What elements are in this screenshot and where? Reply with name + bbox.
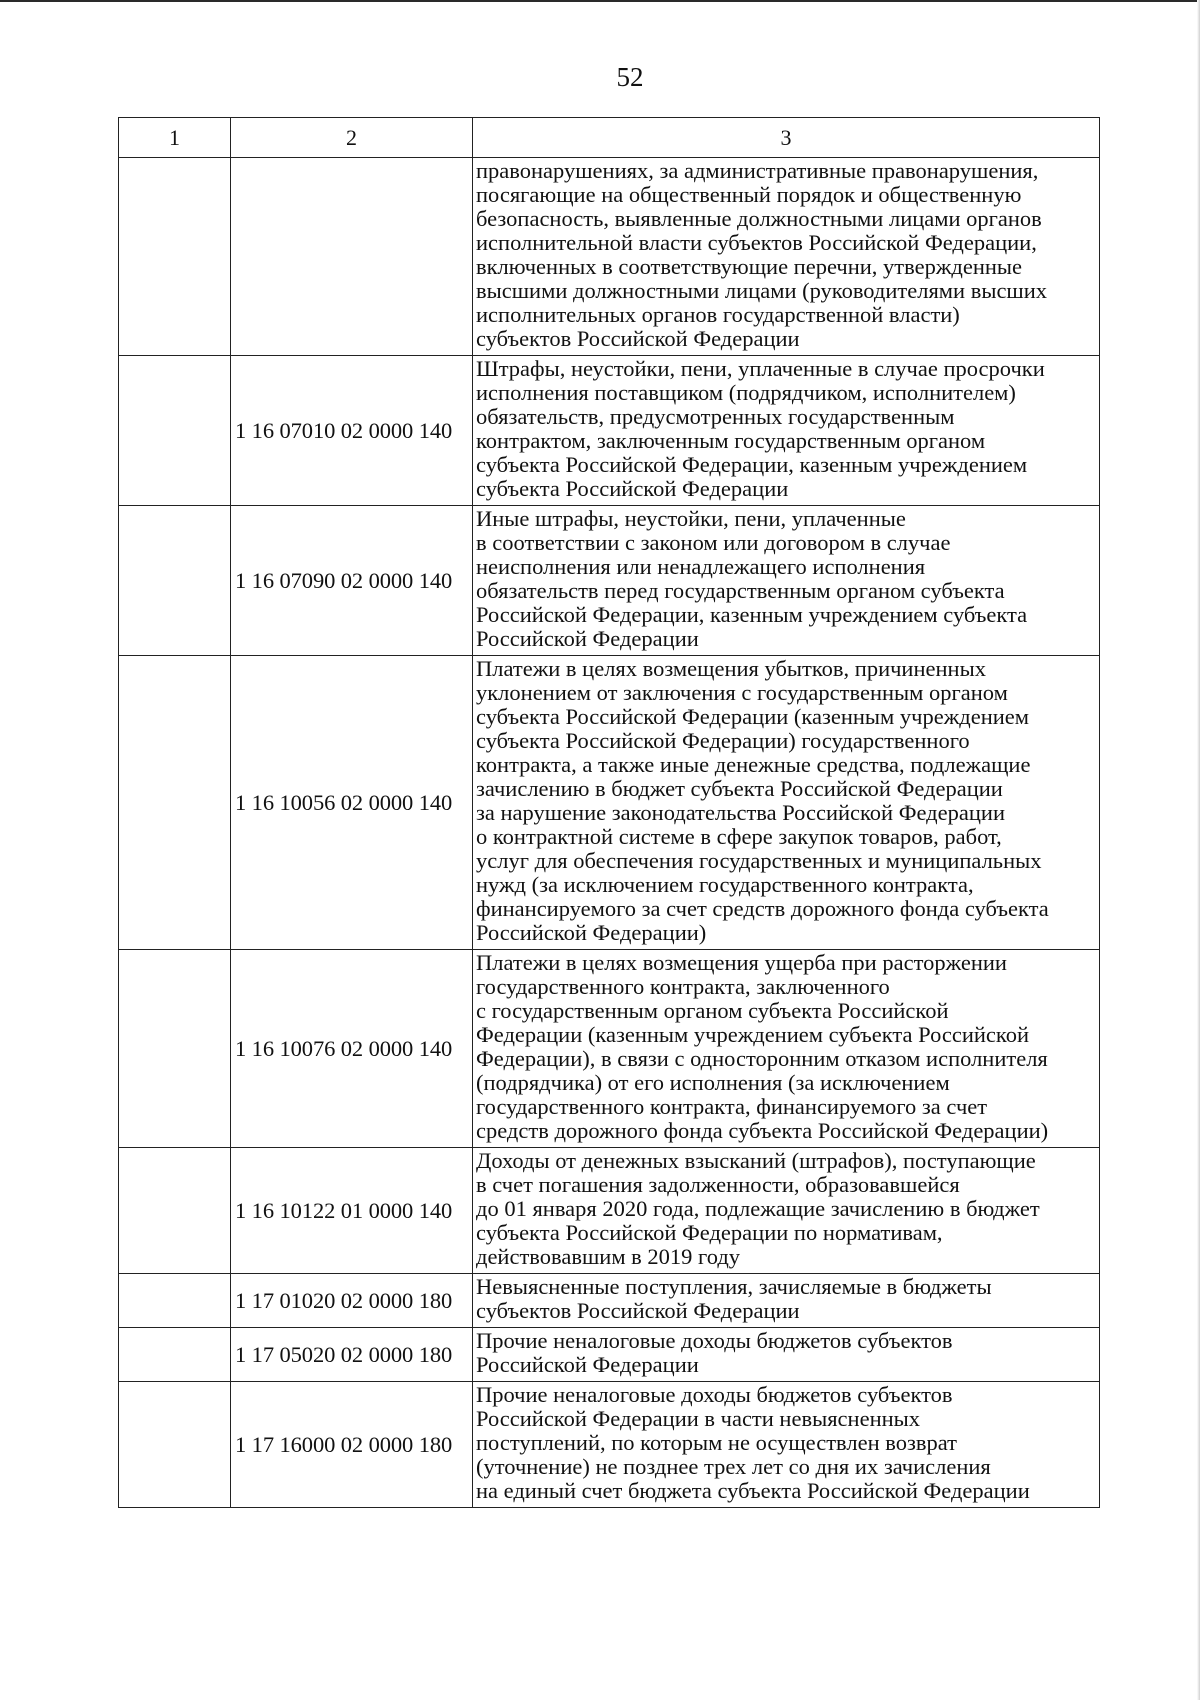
table-row <box>119 356 1100 506</box>
table-row <box>119 1274 1100 1328</box>
description-line: поступлений, по которым не осуществлен возврат <box>476 1430 957 1455</box>
description-line: Платежи в целях возмещения ущерба при расторжении <box>476 950 1007 975</box>
description-line: Федерации (казенным учреждением субъекта Российской <box>476 1022 1029 1047</box>
row-number-cell <box>119 158 231 356</box>
row-number-cell <box>119 1382 231 1508</box>
description-line: действовавшим в 2019 году <box>476 1244 741 1269</box>
table-row <box>119 656 1100 950</box>
description-line: высшими должностными лицами (руководителями высших <box>476 278 1048 303</box>
income-description-cell <box>473 356 1100 506</box>
description-line: в соответствии с законом или договором в случае <box>476 530 951 555</box>
description-line: финансируемого за счет средств дорожного фонда субъекта <box>476 896 1049 921</box>
budget-code-cell: 1 17 01020 02 0000 180 <box>231 1274 473 1328</box>
description-line: государственного контракта, заключенного <box>476 974 890 999</box>
column-header-2: 2 <box>231 118 473 158</box>
description-line: безопасность, выявленные должностными лицами органов <box>476 206 1042 231</box>
budget-code-cell: 1 16 07010 02 0000 140 <box>231 356 473 506</box>
budget-code-cell: 1 16 10056 02 0000 140 <box>231 656 473 950</box>
budget-code-cell: 1 16 07090 02 0000 140 <box>231 506 473 656</box>
description-line: субъекта Российской Федерации, казенным учреждением <box>476 452 1028 477</box>
description-line: в счет погашения задолженности, образовавшейся <box>476 1172 960 1197</box>
description-line: посягающие на общественный порядок и общественную <box>476 182 1022 207</box>
description-line: обязательств перед государственным органом субъекта <box>476 578 1005 603</box>
page-number: 52 <box>616 62 644 92</box>
budget-code-cell: 1 17 16000 02 0000 180 <box>231 1382 473 1508</box>
row-number-cell <box>119 950 231 1148</box>
table-row <box>119 506 1100 656</box>
row-number-cell <box>119 356 231 506</box>
table-row <box>119 158 1100 356</box>
row-number-cell <box>119 1328 231 1382</box>
description-line: Доходы от денежных взысканий (штрафов), поступающие <box>476 1148 1036 1173</box>
income-description-cell <box>473 1274 1100 1328</box>
description-line: неисполнения или ненадлежащего исполнения <box>476 554 926 579</box>
budget-code-cell: 1 17 05020 02 0000 180 <box>231 1328 473 1382</box>
description-line: Российской Федерации, казенным учреждением субъекта <box>476 602 1028 627</box>
description-line: с государственным органом субъекта Российской <box>476 998 949 1023</box>
income-description-cell <box>473 1382 1100 1508</box>
description-line: контрактом, заключенным государственным органом <box>476 428 986 453</box>
description-line: субъекта Российской Федерации (казенным учреждением <box>476 704 1029 729</box>
description-line: субъекта Российской Федерации <box>476 476 789 501</box>
income-description-cell <box>473 506 1100 656</box>
description-line: (подрядчика) от его исполнения (за исключением <box>476 1070 950 1095</box>
table-row <box>119 950 1100 1148</box>
description-line: контракта, а также иные денежные средства, подлежащие <box>476 752 1031 777</box>
description-line: Иные штрафы, неустойки, пени, уплаченные <box>476 506 906 531</box>
description-line: до 01 января 2020 года, подлежащие зачислению в бюджет <box>476 1196 1040 1221</box>
description-line: услуг для обеспечения государственных и муниципальных <box>476 848 1042 873</box>
description-line: исполнительных органов государственной власти) <box>476 302 960 327</box>
row-number-cell <box>119 506 231 656</box>
income-description-cell <box>473 950 1100 1148</box>
description-line: Российской Федерации) <box>476 920 707 945</box>
scan-top-edge <box>0 0 1200 2</box>
description-line: Платежи в целях возмещения убытков, причиненных <box>476 656 986 681</box>
description-line: обязательств, предусмотренных государственным <box>476 404 955 429</box>
description-line: о контрактной системе в сфере закупок товаров, работ, <box>476 824 1002 849</box>
table-row <box>119 1148 1100 1274</box>
description-line: Российской Федерации <box>476 626 699 651</box>
description-line: исполнительной власти субъектов Российской Федерации, <box>476 230 1037 255</box>
description-line: (уточнение) не позднее трех лет со дня их зачисления <box>476 1454 991 1479</box>
budget-code-cell: 1 16 10076 02 0000 140 <box>231 950 473 1148</box>
budget-codes-table <box>118 117 1100 1508</box>
income-description-cell <box>473 656 1100 950</box>
description-line: Невыясненные поступления, зачисляемые в бюджеты <box>476 1274 992 1299</box>
description-line: правонарушениях, за административные правонарушения, <box>476 158 1039 183</box>
description-line: нужд (за исключением государственного контракта, <box>476 872 974 897</box>
description-line: Прочие неналоговые доходы бюджетов субъектов <box>476 1382 953 1407</box>
column-header-3: 3 <box>473 118 1100 158</box>
budget-code-cell: 1 16 10122 01 0000 140 <box>231 1148 473 1274</box>
description-line: субъектов Российской Федерации <box>476 1298 800 1323</box>
table-header-row <box>119 118 1100 158</box>
description-line: Федерации), в связи с односторонним отказом исполнителя <box>476 1046 1048 1071</box>
description-line: средств дорожного фонда субъекта Российской Федерации) <box>476 1118 1049 1143</box>
income-description-cell <box>473 158 1100 356</box>
table-row <box>119 1382 1100 1508</box>
table-row <box>119 1328 1100 1382</box>
row-number-cell <box>119 1148 231 1274</box>
description-line: Российской Федерации <box>476 1352 699 1377</box>
description-line: Прочие неналоговые доходы бюджетов субъектов <box>476 1328 953 1353</box>
description-line: зачислению в бюджет субъекта Российской Федерации <box>476 776 1003 801</box>
description-line: включенных в соответствующие перечни, утвержденные <box>476 254 1023 279</box>
description-line: Российской Федерации в части невыясненных <box>476 1406 921 1431</box>
description-line: субъектов Российской Федерации <box>476 326 800 351</box>
row-number-cell <box>119 656 231 950</box>
description-line: за нарушение законодательства Российской Федерации <box>476 800 1005 825</box>
description-line: Штрафы, неустойки, пени, уплаченные в случае просрочки <box>476 356 1045 381</box>
description-line: субъекта Российской Федерации) государственного <box>476 728 970 753</box>
description-line: уклонением от заключения с государственным органом <box>476 680 1008 705</box>
column-header-1: 1 <box>119 118 231 158</box>
description-line: государственного контракта, финансируемого за счет <box>476 1094 988 1119</box>
description-line: на единый счет бюджета субъекта Российской Федерации <box>476 1478 1030 1503</box>
budget-code-cell <box>231 158 473 356</box>
row-number-cell <box>119 1274 231 1328</box>
description-line: субъекта Российской Федерации по нормативам, <box>476 1220 943 1245</box>
income-description-cell <box>473 1148 1100 1274</box>
description-line: исполнения поставщиком (подрядчиком, исполнителем) <box>476 380 1016 405</box>
income-description-cell <box>473 1328 1100 1382</box>
